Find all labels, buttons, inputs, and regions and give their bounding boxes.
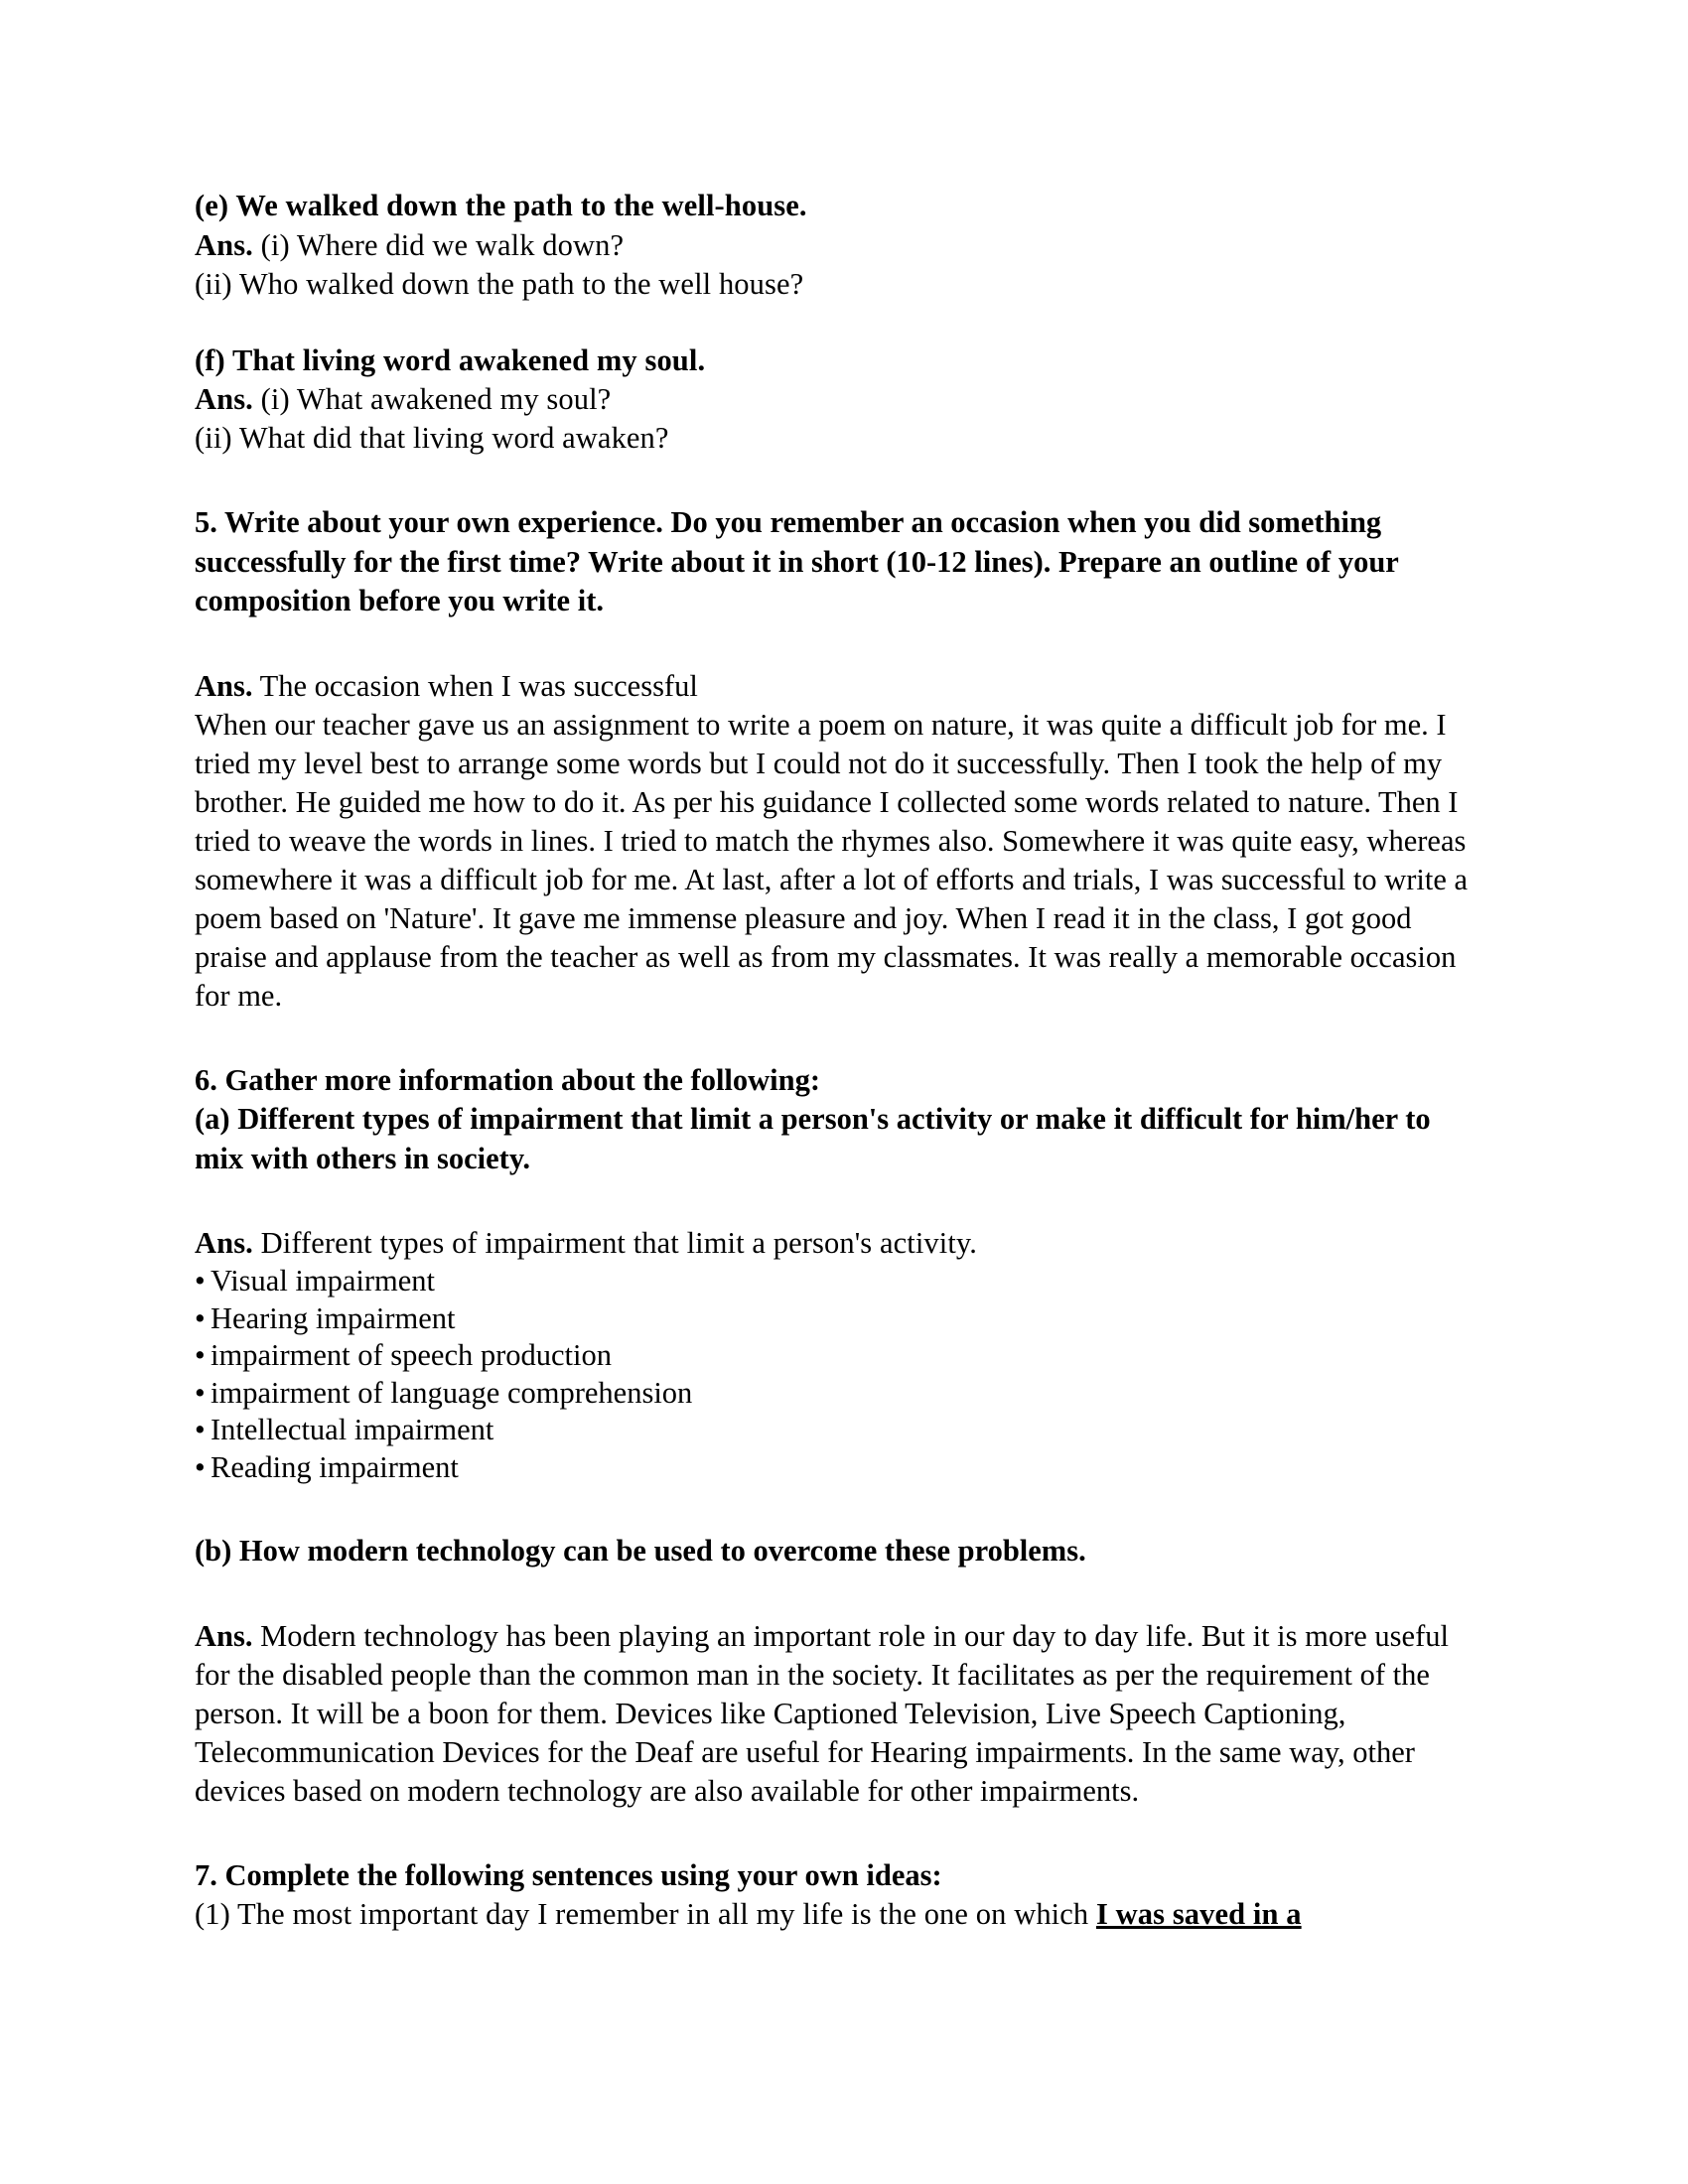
bullet-icon: • <box>195 1264 206 1297</box>
list-item-label: impairment of language comprehension <box>211 1375 693 1410</box>
section-item-e <box>195 187 1476 304</box>
question-6a-answer-intro-line <box>195 1224 1476 1263</box>
bullet-icon: • <box>195 1375 206 1410</box>
impairment-list <box>195 1263 1476 1486</box>
bullet-icon: • <box>195 1300 206 1335</box>
spacer <box>195 1486 1476 1532</box>
list-item-label: impairment of speech production <box>211 1338 613 1372</box>
item-f-answer-first-text: (i) What awakened my soul? <box>260 382 612 416</box>
question-7-heading: 7. Complete the following sentences using your own ideas: <box>195 1857 942 1892</box>
question-6b-heading: (b) How modern technology can be used to overcome these problems. <box>195 1534 1086 1568</box>
list-item <box>195 1300 1476 1338</box>
bullet-icon: • <box>195 1338 206 1372</box>
question-5-heading: 5. Write about your own experience. Do you remember an occasion when you did something successfully for the first time? Write about it in short (10-12 lines). Prepare an outline of your composition before you write it. <box>195 505 1399 617</box>
question-6a-answer-intro: Different types of impairment that limit a person's activity. <box>260 1226 978 1260</box>
spacer <box>195 1811 1476 1856</box>
section-item-f <box>195 341 1476 459</box>
answer-label: Ans. <box>195 1226 253 1260</box>
answer-label: Ans. <box>195 668 253 703</box>
question-7-item-1-answer: I was saved in a <box>1095 1897 1302 1931</box>
section-question-6 <box>195 1061 1476 1811</box>
item-e-answer-first <box>195 226 1476 265</box>
item-e-answer-second: (ii) Who walked down the path to the well house? <box>195 266 804 301</box>
question-5-answer-title: The occasion when I was successful <box>259 668 698 703</box>
spacer <box>195 304 1476 341</box>
spacer <box>195 1178 1476 1224</box>
question-7-item-1-prefix: (1) The most important day I remember in all my life is the one on which <box>195 1897 1096 1931</box>
list-item <box>195 1449 1476 1487</box>
list-item <box>195 1337 1476 1375</box>
spacer <box>195 1016 1476 1061</box>
question-5-answer <box>195 667 1476 1016</box>
spacer <box>195 621 1476 667</box>
list-item <box>195 1375 1476 1413</box>
item-f-answer-second: (ii) What did that living word awaken? <box>195 421 669 455</box>
answer-label: Ans. <box>195 227 253 262</box>
question-7-item-1 <box>195 1895 1476 1934</box>
document-body <box>195 187 1476 1934</box>
list-item-label: Visual impairment <box>211 1264 436 1297</box>
answer-label: Ans. <box>195 1618 253 1653</box>
section-question-5 <box>195 503 1476 1016</box>
section-question-7 <box>195 1856 1476 1935</box>
list-item-label: Reading impairment <box>211 1449 459 1484</box>
spacer <box>195 458 1476 503</box>
list-item-label: Intellectual impairment <box>211 1413 494 1446</box>
question-5-answer-body: When our teacher gave us an assignment to write a poem on nature, it was quite a difficult job for me. I tried my level best to arrange some words but I could not do it successfully. Then I took the help of my brother. He guided me how to do it. As per his guidance I collected some words related to nature. Then I tried to weave the words in lines. I tried to match the rhymes also. Somewhere it was quite easy, whereas somewhere it was a difficult job for me. At last, after a lot of efforts and trials, I was successful to write a poem based on 'Nature'. It gave me immense pleasure and joy. When I read it in the class, I got good praise and applause from the teacher as well as from my classmates. It was really a memorable occasion for me. <box>195 707 1469 1013</box>
list-item-label: Hearing impairment <box>211 1300 456 1335</box>
question-6a-heading: (a) Different types of impairment that limit a person's activity or make it difficult for him/her to mix with others in society. <box>195 1102 1431 1175</box>
item-e-heading: (e) We walked down the path to the well-house. <box>195 189 807 222</box>
list-item <box>195 1263 1476 1300</box>
question-6b-answer-body: Modern technology has been playing an important role in our day to day life. But it is more useful for the disabled people than the common man in the society. It facilitates as per the requirement of the person. It will be a boon for them. Devices like Captioned Television, Live Speech Captioning, Telecommunication Devices for the Deaf are useful for Hearing impairments. In the same way, other devices based on modern technology are also available for other impairments. <box>195 1618 1449 1808</box>
answer-label: Ans. <box>195 382 253 416</box>
question-5-answer-title-line <box>195 667 1476 706</box>
bullet-icon: • <box>195 1413 206 1446</box>
question-6-heading: 6. Gather more information about the following: <box>195 1062 821 1097</box>
item-f-heading: (f) That living word awakened my soul. <box>195 342 706 377</box>
spacer <box>195 1571 1476 1617</box>
item-f-answer-first <box>195 380 1476 419</box>
bullet-icon: • <box>195 1449 206 1484</box>
question-6b-answer <box>195 1617 1476 1811</box>
list-item <box>195 1412 1476 1449</box>
item-e-answer-first-text: (i) Where did we walk down? <box>260 227 625 262</box>
